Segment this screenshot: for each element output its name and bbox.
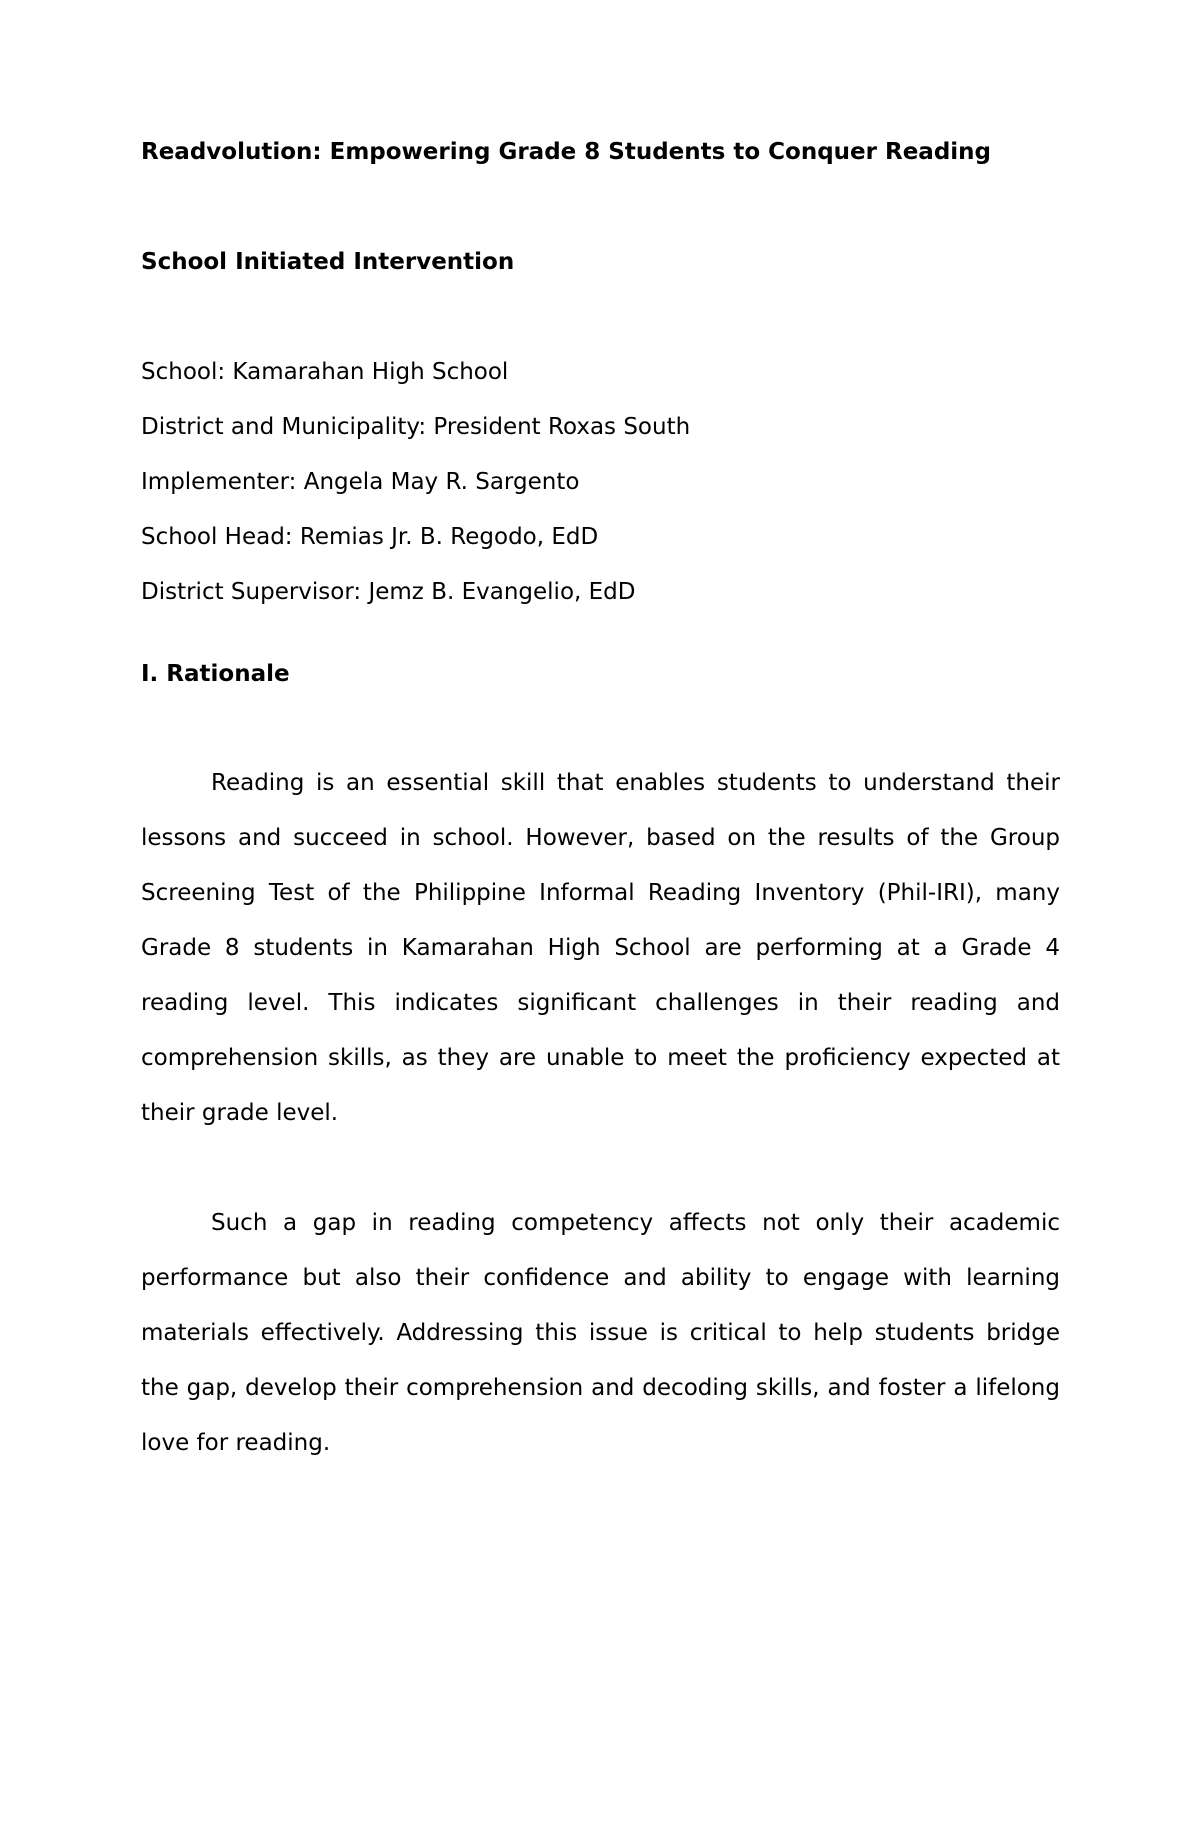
school-info-list: [141, 358, 1060, 606]
document-title: Readvolution: Empowering Grade 8 Students to Conquer Reading: [141, 139, 992, 165]
info-district: District and Municipality: President Roxas South: [141, 414, 691, 440]
section-heading-rationale: I. Rationale: [141, 661, 290, 687]
info-school-head: School Head: Remias Jr. B. Regodo, EdD: [141, 524, 599, 550]
info-school: School: Kamarahan High School: [141, 359, 509, 385]
rationale-paragraph-2: Such a gap in reading competency affects not only their academic performance but also their confidence and ability to engage with learning materials effectively. Addressing this issue is critical to help students bridge the gap, develop their comprehension and decoding skills, and foster a lifelong love for reading.: [141, 1210, 1060, 1456]
info-implementer: Implementer: Angela May R. Sargento: [141, 469, 580, 495]
rationale-paragraph-1: Reading is an essential skill that enables students to understand their lessons and succeed in school. However, based on the results of the Group Screening Test of the Philippine Informal Reading Inventory (Phil-IRI), many Grade 8 students in Kamarahan High School are performing at a Grade 4 reading level. This indicates significant challenges in their reading and comprehension skills, as they are unable to meet the proficiency expected at their grade level.: [141, 770, 1060, 1126]
info-district-supervisor: District Supervisor: Jemz B. Evangelio, EdD: [141, 579, 636, 605]
document-subtitle: School Initiated Intervention: [141, 249, 515, 275]
